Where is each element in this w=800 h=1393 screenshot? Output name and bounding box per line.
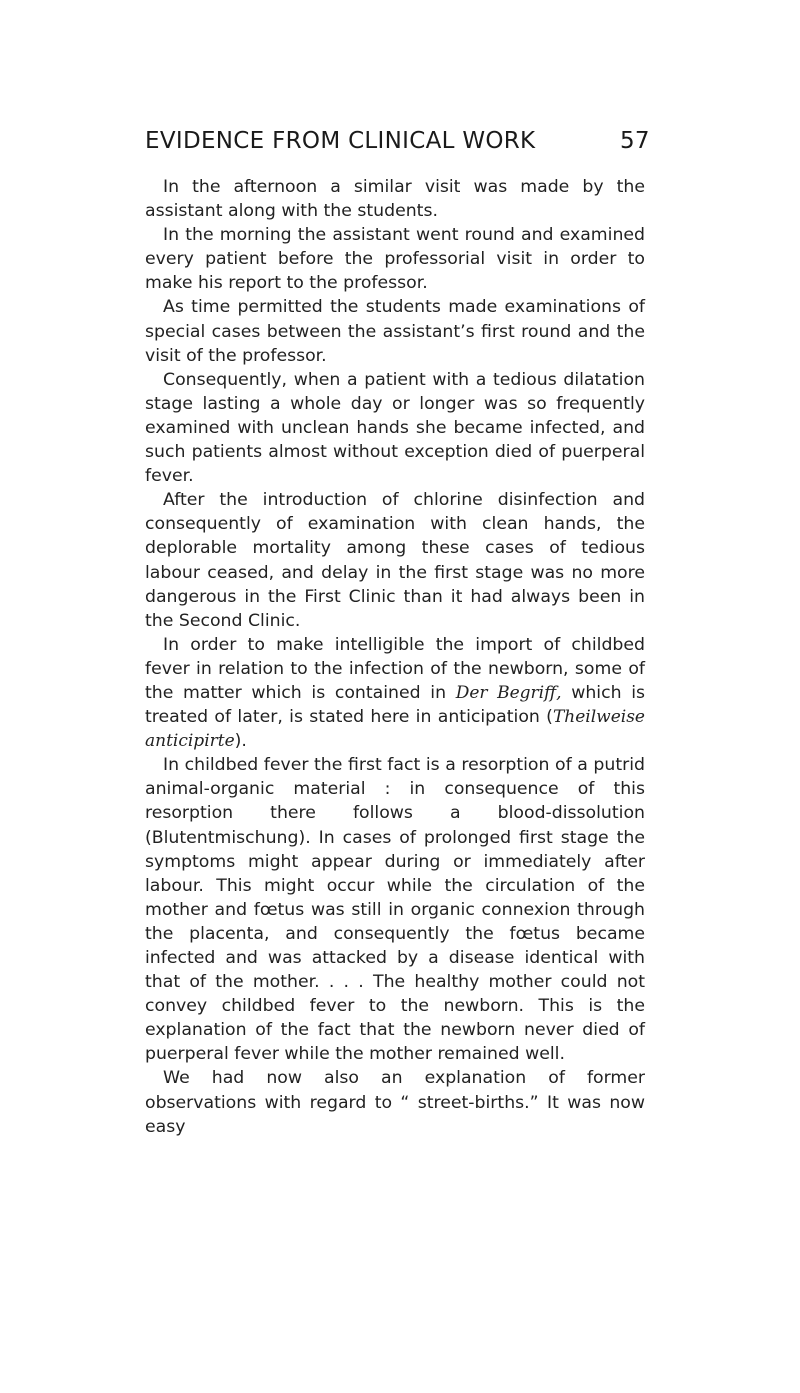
paragraph-text: In order to make intelligible the import of childbed fever in relation to the infection of the newborn, some of the matter which is contained in [145, 634, 645, 703]
paragraph-resorption: In childbed fever the first fact is a resorption of a putrid animal-organic material : in consequence of this resorption there follows a blood-dissolution (Blutentmischung). In cases of prolonged first stage the symptoms might appear during or immediately after labour. This might occur while the circulation of the mother and fœtus was still in organic connexion through the placenta, and consequently the fœtus became infected and was attacked by a disease identical with that of the mother. . . . The healthy mother could not convey childbed fever to the newborn. This is the explanation of the fact that the newborn never died of puerperal fever while the mother remained well. [145, 755, 645, 1065]
paragraph-chlorine-disinfection: After the introduction of chlorine disinfection and consequently of examination with clean hands, the deplorable mortality among these cases of tedious labour ceased, and delay in the first stage was no more dangerous in the First Clinic than it had always been in the Second Clinic. [145, 490, 645, 631]
paragraph-tedious-dilatation: Consequently, when a patient with a tedious dilatation stage lasting a whole day or longer was so frequently examined with unclean hands she became infected, and such patients almost without exception died of puerperal fever. [145, 369, 645, 487]
paragraph-afternoon-visit: In the afternoon a similar visit was made by the assistant along with the students. [145, 177, 645, 222]
paragraph-text: which is treated of later, is stated here in anticipation ( [145, 682, 645, 728]
page-number: 57 [620, 128, 650, 154]
paragraph-text: ). [234, 731, 247, 752]
paragraph-student-examinations: As time permitted the students made examinations of special cases between the assistant’s first round and the visit of the professor. [145, 297, 645, 366]
running-head: EVIDENCE FROM CLINICAL WORK [145, 128, 536, 154]
italic-title-theilweise: Theilweise anticipirte [145, 707, 645, 752]
page-header [0, 128, 800, 160]
paragraph-morning-round: In the morning the assistant went round and examined every patient before the professorial visit in order to make his report to the professor. [145, 225, 645, 294]
paragraph-childbed-newborn [145, 633, 645, 753]
body-text [145, 175, 645, 1139]
paragraph-street-births: We had now also an explanation of former observations with regard to “ street-births.” It was now easy [145, 1068, 645, 1137]
italic-title-der-begriff: Der Begriff, [455, 682, 562, 703]
